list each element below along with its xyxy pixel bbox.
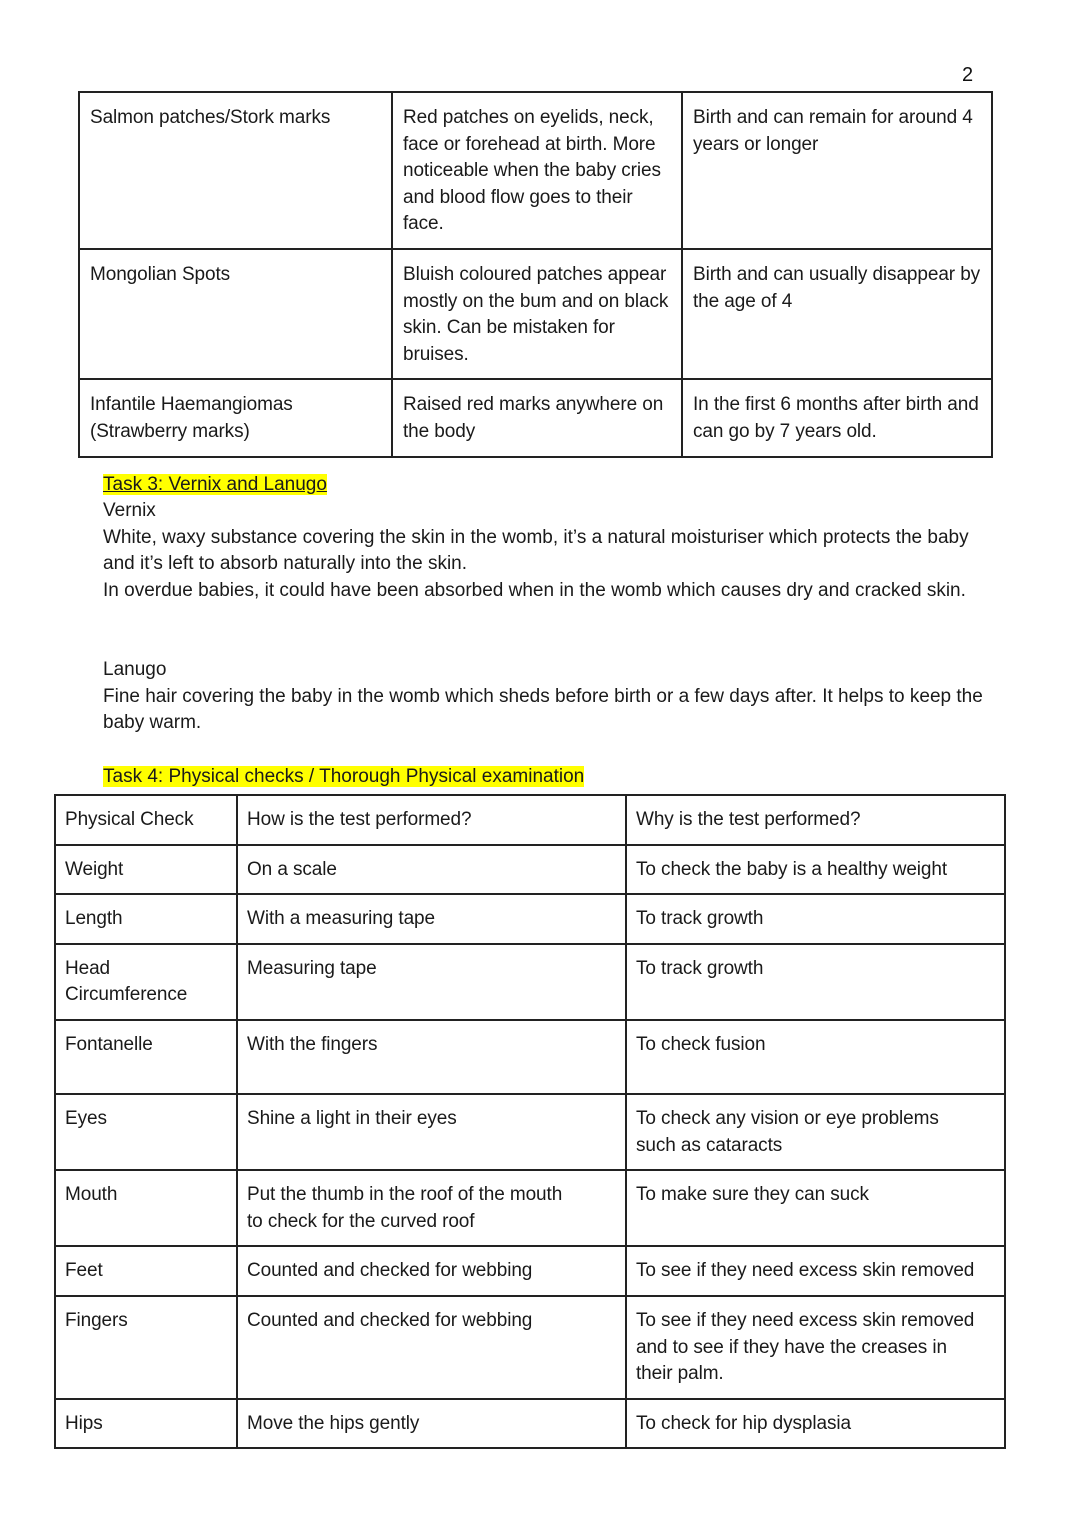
birthmark-duration: Birth and can usually disappear by the age of 4 — [682, 249, 992, 379]
birthmark-name-line: (Strawberry marks) — [90, 420, 250, 442]
table-row — [55, 1020, 1005, 1094]
check-how: Counted and checked for webbing — [237, 1296, 626, 1399]
vernix-paragraph: White, waxy substance covering the skin in the womb, it’s a natural moisturiser which protects the baby and it’s left to absorb naturally into the skin. — [103, 526, 969, 575]
task4-heading: Task 4: Physical checks / Thorough Physical examination — [103, 766, 585, 787]
page-number: 2 — [962, 64, 974, 86]
task3-heading: Task 3: Vernix and Lanugo — [103, 474, 327, 495]
check-name: Fingers — [55, 1296, 237, 1399]
column-header: Physical Check — [55, 795, 237, 845]
check-why: To make sure they can suck — [626, 1170, 1005, 1246]
check-why-line: To see if they need excess skin removed — [636, 1309, 975, 1331]
check-how: With the fingers — [237, 1020, 626, 1094]
check-how-line: to check for the curved roof — [247, 1210, 475, 1232]
physical-checks-table — [54, 794, 1006, 1449]
lanugo-section — [103, 657, 983, 737]
column-header: Why is the test performed? — [626, 795, 1005, 845]
birthmark-name: Mongolian Spots — [79, 249, 392, 379]
table-header-row — [55, 795, 1005, 845]
check-name: Length — [55, 894, 237, 944]
lanugo-paragraph: Fine hair covering the baby in the womb which sheds before birth or a few days after. It helps to keep the baby warm. — [103, 685, 983, 734]
check-why-line: such as cataracts — [636, 1134, 783, 1156]
lanugo-title: Lanugo — [103, 659, 167, 680]
check-why: To check the baby is a healthy weight — [626, 845, 1005, 895]
table-row — [55, 1399, 1005, 1449]
check-why — [626, 1094, 1005, 1170]
check-why-line: To check any vision or eye problems — [636, 1107, 939, 1129]
check-how: Move the hips gently — [237, 1399, 626, 1449]
check-name: Feet — [55, 1246, 237, 1296]
check-how: Shine a light in their eyes — [237, 1094, 626, 1170]
table-row — [79, 92, 992, 249]
check-name-line: Head — [65, 957, 111, 979]
vernix-paragraph: In overdue babies, it could have been absorbed when in the womb which causes dry and cracked skin. — [103, 579, 966, 601]
check-name-line: Circumference — [65, 984, 188, 1006]
birthmark-description: Raised red marks anywhere on the body — [392, 379, 682, 456]
column-header: How is the test performed? — [237, 795, 626, 845]
vernix-section — [103, 498, 983, 604]
check-how: Counted and checked for webbing — [237, 1246, 626, 1296]
check-why: To check for hip dysplasia — [626, 1399, 1005, 1449]
birthmark-duration: Birth and can remain for around 4 years or longer — [682, 92, 992, 249]
birthmark-duration: In the first 6 months after birth and can go by 7 years old. — [682, 379, 992, 456]
check-why: To check fusion — [626, 1020, 1005, 1094]
table-row — [55, 1246, 1005, 1296]
table-row — [55, 845, 1005, 895]
check-how — [237, 1170, 626, 1246]
check-name: Weight — [55, 845, 237, 895]
task4-heading-block — [103, 764, 983, 791]
birthmarks-table — [78, 91, 993, 458]
check-why: To see if they need excess skin removed — [626, 1246, 1005, 1296]
check-how: With a measuring tape — [237, 894, 626, 944]
check-how-line: Put the thumb in the roof of the mouth — [247, 1184, 563, 1206]
check-name: Hips — [55, 1399, 237, 1449]
check-why: To track growth — [626, 944, 1005, 1020]
birthmark-name-line: Infantile Haemangiomas — [90, 394, 293, 416]
check-how: On a scale — [237, 845, 626, 895]
check-why-line: and to see if they have the creases in — [636, 1336, 947, 1358]
vernix-title: Vernix — [103, 500, 156, 521]
check-name: Eyes — [55, 1094, 237, 1170]
task3-heading-block — [103, 472, 983, 499]
table-row — [79, 379, 992, 456]
check-name: Mouth — [55, 1170, 237, 1246]
table-row — [55, 1170, 1005, 1246]
table-row — [55, 1296, 1005, 1399]
check-why-line: their palm. — [636, 1363, 724, 1385]
check-how: Measuring tape — [237, 944, 626, 1020]
table-row — [55, 1094, 1005, 1170]
birthmark-description: Red patches on eyelids, neck, face or forehead at birth. More noticeable when the baby cries and blood flow goes to their face. — [392, 92, 682, 249]
check-why — [626, 1296, 1005, 1399]
birthmark-name: Salmon patches/Stork marks — [79, 92, 392, 249]
table-row — [55, 894, 1005, 944]
check-name — [55, 944, 237, 1020]
birthmark-description: Bluish coloured patches appear mostly on the bum and on black skin. Can be mistaken for bruises. — [392, 249, 682, 379]
table-row — [79, 249, 992, 379]
table-row — [55, 944, 1005, 1020]
birthmark-name — [79, 379, 392, 456]
check-name: Fontanelle — [55, 1020, 237, 1094]
check-why: To track growth — [626, 894, 1005, 944]
